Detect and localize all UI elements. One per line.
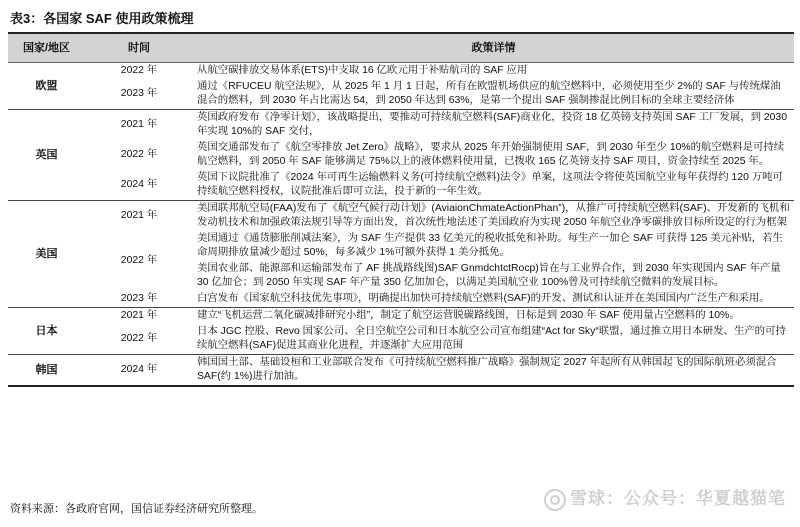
detail-cell: 通过《RFUCEU 航空法规》，从 2025 年 1 月 1 日起，所有在欧盟机场供应的航空燃料中，必须使用至少 2%的 SAF 与传统煤油混合的燃料，到 2030 年占比需达 54，到 2050 年达到 63%，是第一个提出 SAF 强制掺混比例目标的全球主要经济体 [197,81,781,106]
country-cell: 英国 [8,110,85,201]
detail-cell: 从航空碳排放交易体系(ETS)中支取 16 亿欧元用于补贴航司的 SAF 应用 [193,63,794,80]
header-detail: 政策详情 [193,33,794,63]
table-row [8,231,794,261]
table-row [8,63,794,80]
table-row [8,79,794,110]
table-row [8,170,794,201]
table-row [8,308,794,325]
year-cell: 2021 年 [85,308,193,325]
detail-cell: 英国下议院批准了《2024 年可再生运输燃料义务(可持续航空燃料)法令》单案，这项法令将使英国航空业每年获得约 120 万吨可持续航空燃料授权，议院批准后即可立法，投于新的一年生效。 [197,172,783,197]
detail-cell: 韩国国土部、基础设桓和工业部联合发布《可持续航空燃料推广战略》强制规定 2027 年起所有从韩国起飞的国际航班必须混合 SAF(约 1%)进行加油。 [193,355,794,387]
detail-cell: 日本 JGC 控股、Revo 国家公司、全日空航空公司和日本航空公司宣布组建“Act for Sky“联盟，通过推立用日本研发、生产的可持续航空燃料(SAF)促进其商业化进程，并逐渐扩大应用范围 [197,326,786,351]
year-cell: 2024 年 [120,179,158,190]
snowball-logo-icon [544,489,566,511]
detail-cell: 白宫发布《国家航空科技优先事项》，明确提出加快可持续航空燃料(SAF)的开发、测试和认证并在美国国内广泛生产和采用。 [197,293,770,304]
country-cell: 韩国 [8,355,85,387]
detail-cell: 美国联邦航空局(FAA)发布了《航空气候行动计划》(AviaionChmateActionPhan”)，从推广可持续航空燃料(SAF)、开发新的飞机和发动机技术和加强政策法规引导等方面出发，首次统性地法述了美国政府为实现 2050 年航空业净零碳排放目标所设定的行为框架 [193,201,794,232]
table-row [8,355,794,387]
table-title: 表3：各国家 SAF 使用政策梳理 [10,11,194,26]
table-row [8,140,794,170]
watermark [544,484,786,511]
year-cell: 2024 年 [85,355,193,387]
detail-cell: 英国政府发布《净零计划》，该战略提出，要推动可持续航空燃料(SAF)商业化，投资 18 亿英镑支持英国 SAF 工厂发展，到 2030 年实现 10%的 SAF 交付， [193,110,794,141]
year-cell: 2022 年 [120,149,158,160]
year-cell: 2023 年 [120,293,158,304]
header-time: 时间 [85,33,193,63]
country-cell: 美国 [8,201,85,308]
country-cell: 日本 [8,308,85,355]
table-header-row [8,33,794,63]
watermark-text: 雪球：公众号：华夏越猫笔 [570,489,786,508]
detail-cell: 美国农业部、能源部和运输部发布了 AF 挑战路线图)SAF GnmdchtctRocp)旨在与工业界合作，到 2030 年实现国内 SAF 年产量 30 亿加仑；到 2050 年实现 SAF 年产量 350 亿加加仑，以满足美国航空业 100%曾及可持续航空微料的发展目标。 [197,263,781,288]
year-cell: 2021 年 [85,201,193,232]
detail-cell: 英国交通部发布了《航空零排放 Jet Zero》战略》，要求从 2025 年开始强制使用 SAF，到 2030 年至少 10%的航空燃料是可持续航空燃料，到 2050 年 SAF 能够满足 75%以上的液体燃料使用量，已拨收 165 亿英镑支持 SAF 项目，资金持续至 2025 年。 [197,142,785,167]
detail-cell: 建立“飞机运营二氧化碳减排研究小组”，制定了航空运营脱碳路线图，日标是到 2030 年 SAF 使用量占空燃料的 10%。 [193,308,794,325]
year-cell: 2022 年 [85,63,193,80]
header-country: 国家/地区 [8,33,85,63]
table-row [8,201,794,232]
year-cell: 2022 年 [120,255,158,266]
policy-table [8,32,794,387]
table-row [8,291,794,308]
table-row [8,110,794,141]
year-cell: 2023 年 [120,88,158,99]
table-row [8,324,794,355]
detail-cell: 美国通过《通货膨胀削减法案》，为 SAF 生产提供 33 亿美元的税收抵免和补助。每生产一加仑 SAF 可获得 125 美元补贴，若生命周期排放量减少超过 50%，每多减少 1%可额外获得 1 美分抵免。 [197,233,783,258]
year-cell: 2021 年 [85,110,193,141]
country-cell: 欧盟 [8,63,85,110]
source-note: 资料来源：各政府官网，国信证券经济研究所整理。 [10,503,263,515]
year-cell: 2022 年 [120,333,158,344]
